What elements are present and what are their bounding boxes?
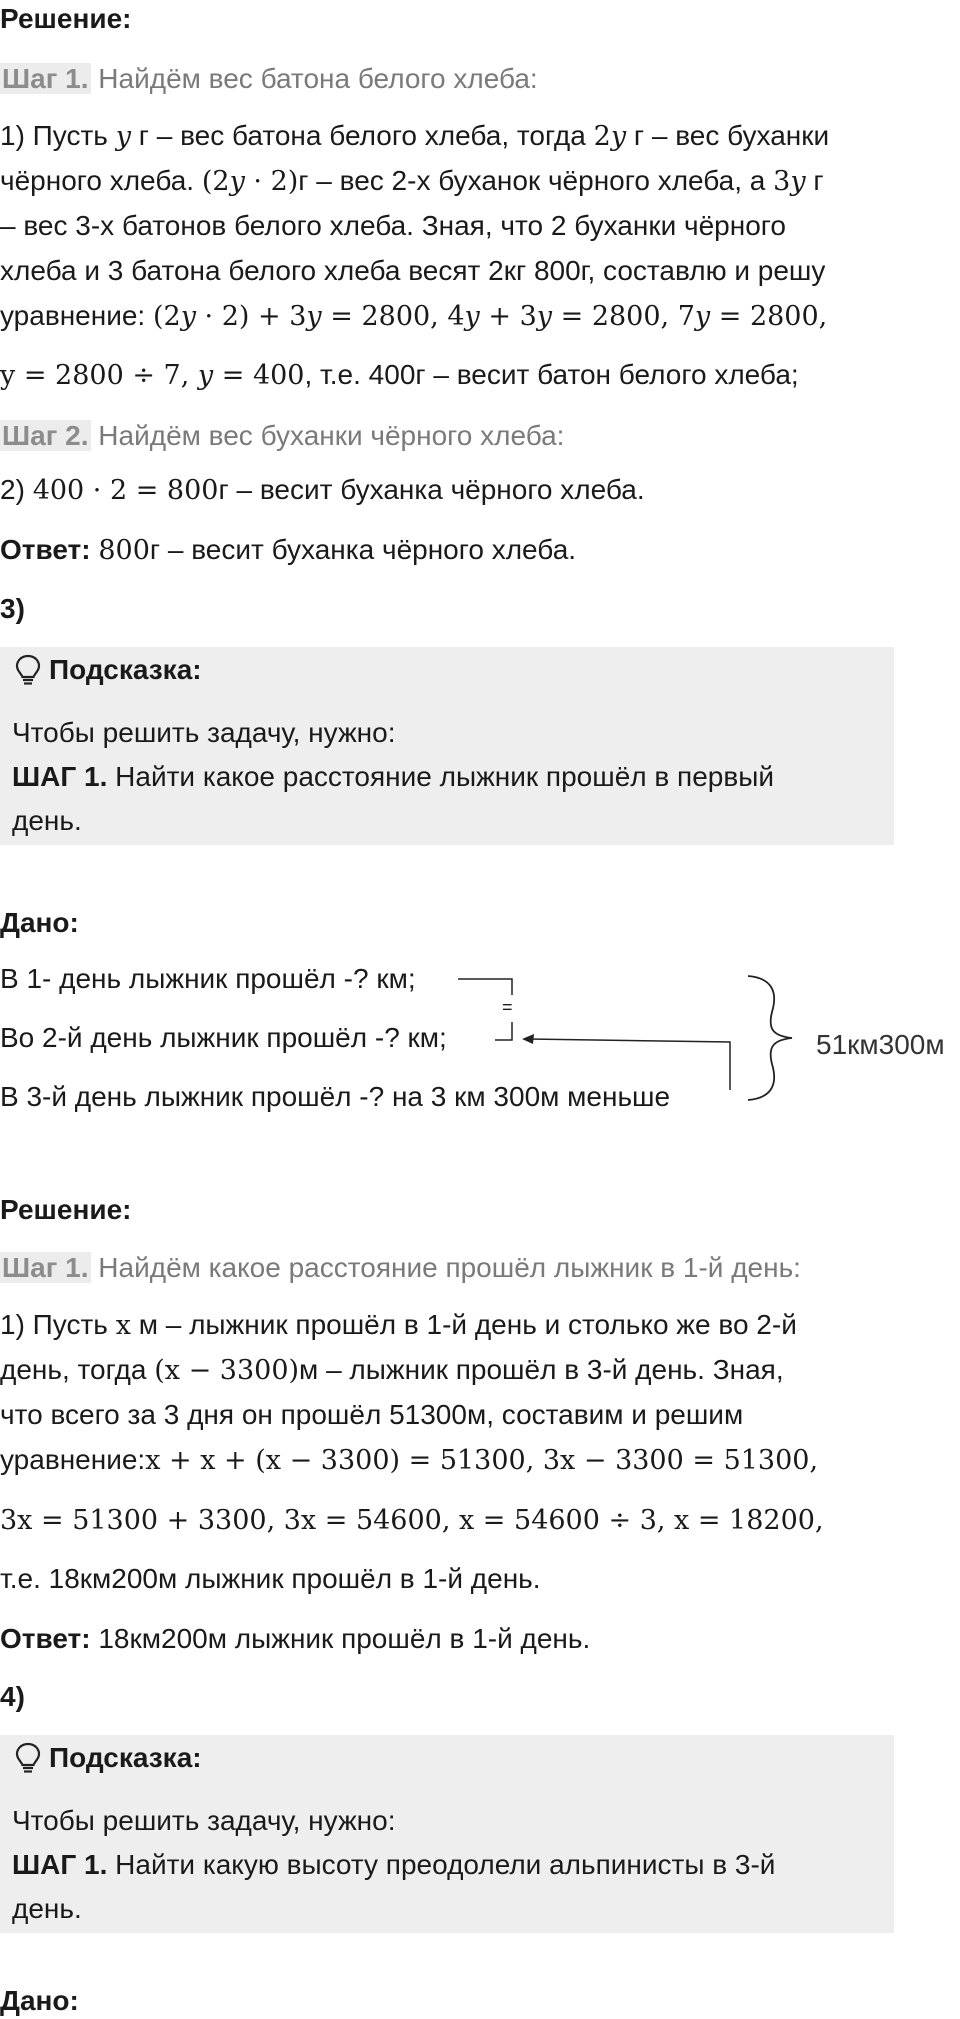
text-line: чёрного хлеба. (2y · 2)г – вес 2-х буханок чёрного хлеба, а 3y г — [0, 165, 824, 197]
step-tag: Шаг 2. — [2, 420, 89, 451]
arrow-left-icon — [522, 1034, 534, 1044]
given-heading: Дано: — [0, 907, 79, 938]
step-tag: Шаг 1. — [2, 63, 89, 94]
lightbulb-icon — [13, 653, 43, 687]
given-line-2: Во 2-й день лыжник прошёл -? км; — [0, 1022, 447, 1053]
equation-line: 3x = 51300 + 3300, 3x = 54600, x = 54600 ÷ 3, x = 18200, — [0, 1505, 824, 1536]
text-line: 1) Пусть y г – вес батона белого хлеба, тогда 2y г – вес буханки — [0, 120, 830, 152]
right-brace-icon — [748, 976, 792, 1100]
task-number: 3) — [0, 593, 25, 624]
text-line: – вес 3-х батонов белого хлеба. Зная, что 2 буханки чёрного — [0, 210, 786, 241]
task-number: 4) — [0, 1681, 25, 1712]
text-line: что всего за 3 дня он прошёл 51300м, составим и решим — [0, 1399, 744, 1430]
given-diagram — [0, 960, 960, 1130]
lightbulb-icon — [13, 1741, 43, 1775]
given-line-1: В 1- день лыжник прошёл -? км; — [0, 963, 416, 994]
text-line: хлеба и 3 батона белого хлеба весят 2кг 800г, составлю и решу — [0, 255, 826, 286]
equation-line: y = 2800 ÷ 7, y = 400, т.е. 400г – весит батон белого хлеба; — [0, 359, 799, 391]
total-distance-label: 51км300м — [816, 1029, 945, 1060]
hint-title: Подсказка: — [13, 1741, 202, 1775]
hint-text: Чтобы решить задачу, нужно: ШАГ 1. Найти какую высоту преодолели альпинисты в 3-й день. — [12, 1805, 776, 1924]
connector-line — [495, 1022, 512, 1040]
hint-title: Подсказка: — [13, 653, 202, 687]
equation-line: уравнение: (2y · 2) + 3y = 2800, 4y + 3y = 2800, 7y = 2800, — [0, 300, 828, 332]
equal-sign: = — [502, 997, 513, 1017]
answer-line: Ответ: 18км200м лыжник прошёл в 1-й день. — [0, 1623, 591, 1654]
step-tag: Шаг 1. — [2, 1252, 89, 1283]
solution-heading: Решение: — [0, 1194, 132, 1225]
arrow-line — [528, 1039, 730, 1090]
connector-line — [458, 979, 512, 995]
equation-line: уравнение:x + x + (x − 3300) = 51300, 3x − 3300 = 51300, — [0, 1444, 819, 1476]
hint-box — [0, 1735, 894, 1933]
step-1-title: Шаг 1. Найдём вес батона белого хлеба: — [2, 63, 538, 94]
given-line-3: В 3-й день лыжник прошёл -? на 3 км 300м меньше — [0, 1081, 671, 1112]
step-1-title: Шаг 1. Найдём какое расстояние прошёл лыжник в 1-й день: — [2, 1252, 801, 1283]
text-line: т.е. 18км200м лыжник прошёл в 1-й день. — [0, 1563, 541, 1594]
solution-heading: Решение: — [0, 3, 132, 34]
hint-box — [0, 647, 894, 845]
text-line: 1) Пусть x м – лыжник прошёл в 1-й день и столько же во 2-й — [0, 1309, 797, 1341]
given-heading: Дано: — [0, 1985, 79, 2016]
text-line: 2) 400 · 2 = 800г – весит буханка чёрного хлеба. — [0, 474, 645, 506]
text-line: день, тогда (x − 3300)м – лыжник прошёл в 3-й день. Зная, — [0, 1354, 784, 1386]
hint-text: Чтобы решить задачу, нужно: ШАГ 1. Найти какое расстояние лыжник прошёл в первый день. — [12, 717, 774, 836]
answer-line: Ответ: 800г – весит буханка чёрного хлеба. — [0, 534, 577, 566]
step-2-title: Шаг 2. Найдём вес буханки чёрного хлеба: — [2, 420, 565, 451]
